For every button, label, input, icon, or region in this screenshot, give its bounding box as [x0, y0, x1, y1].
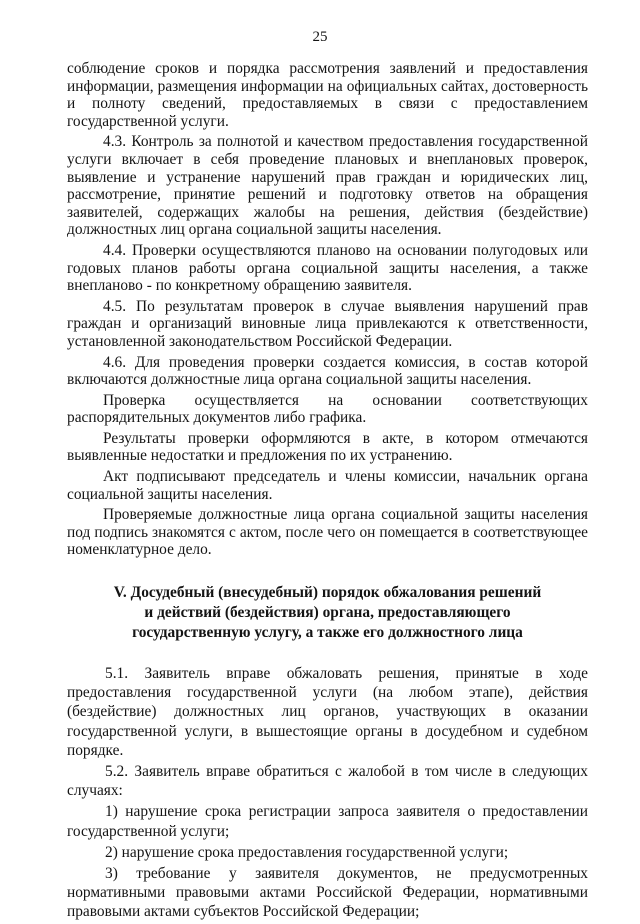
- paragraph: 5.1. Заявитель вправе обжаловать решения, принятые в ходе предоставления государственной услуги (на любом этапе), действия (бездействие) должностных лиц органов, участвующих в оказании государственной услуги, в вышестоящие органы в досудебном и судебном порядке.: [67, 665, 588, 759]
- heading-line: государственную услугу, а также его должностного лица: [132, 624, 523, 642]
- page-number: 25: [312, 29, 328, 45]
- section-4-paragraphs: [67, 60, 588, 559]
- paragraph: 4.5. По результатам проверок в случае выявления нарушений прав граждан и организаций виновные лица привлекаются к ответственности, установленной законодательством Российской Федерации.: [67, 297, 588, 350]
- section-5-heading: [67, 583, 588, 643]
- paragraph: Акт подписывают председатель и члены комиссии, начальник органа социальной защиты населения.: [67, 468, 588, 503]
- paragraph: Результаты проверки оформляются в акте, в котором отмечаются выявленные недостатки и предложения по их устранению.: [67, 429, 588, 465]
- paragraph: 3) требование у заявителя документов, не предусмотренных нормативными правовыми актами Российской Федерации, нормативными правовыми актами субъектов Российской Федерации;: [67, 865, 588, 921]
- paragraph: 1) нарушение срока регистрации запроса заявителя о предоставлении государственной услуги;: [67, 803, 588, 840]
- heading-line: V. Досудебный (внесудебный) порядок обжалования решений: [113, 584, 542, 602]
- paragraph: 2) нарушение срока предоставления государственной услуги;: [105, 843, 509, 861]
- heading-line: и действий (бездействия) органа, предоставляющего: [144, 604, 511, 622]
- paragraph: 4.6. Для проведения проверки создается комиссия, в состав которой включаются должностные лица органа социальной защиты населения.: [67, 353, 588, 389]
- paragraph: 4.3. Контроль за полнотой и качеством предоставления государственной услуги включает в себя проведение плановых и внеплановых проверок, выявление и устранение нарушений прав граждан и юридических лиц, рассмотрение, принятие решений и подготовку ответов на обращения заявителей, содержащих жалобы на решения, действия (бездействие) должностных лиц органа социальной защиты населения.: [67, 133, 588, 239]
- document-body: [67, 60, 588, 924]
- section-5-paragraphs: [67, 664, 588, 922]
- paragraph: 4.4. Проверки осуществляются планово на основании полугодовых или годовых планов работы органа социальной защиты населения, а также внепланово - по конкретному обращению заявителя.: [67, 241, 588, 295]
- paragraph: 5.2. Заявитель вправе обратиться с жалобой в том числе в следующих случаях:: [67, 763, 588, 800]
- paragraph: соблюдение сроков и порядка рассмотрения заявлений и предоставления информации, размещения информации на официальных сайтах, достоверность и полноту сведений, предоставляемых в связи с предоставлением государственной услуги.: [67, 60, 588, 130]
- paragraph: Проверяемые должностные лица органа социальной защиты населения под подпись знакомятся с актом, после чего он помещается в соответствующее номенклатурное дело.: [67, 506, 588, 559]
- paragraph: Проверка осуществляется на основании соответствующих распорядительных документов либо графика.: [67, 391, 588, 427]
